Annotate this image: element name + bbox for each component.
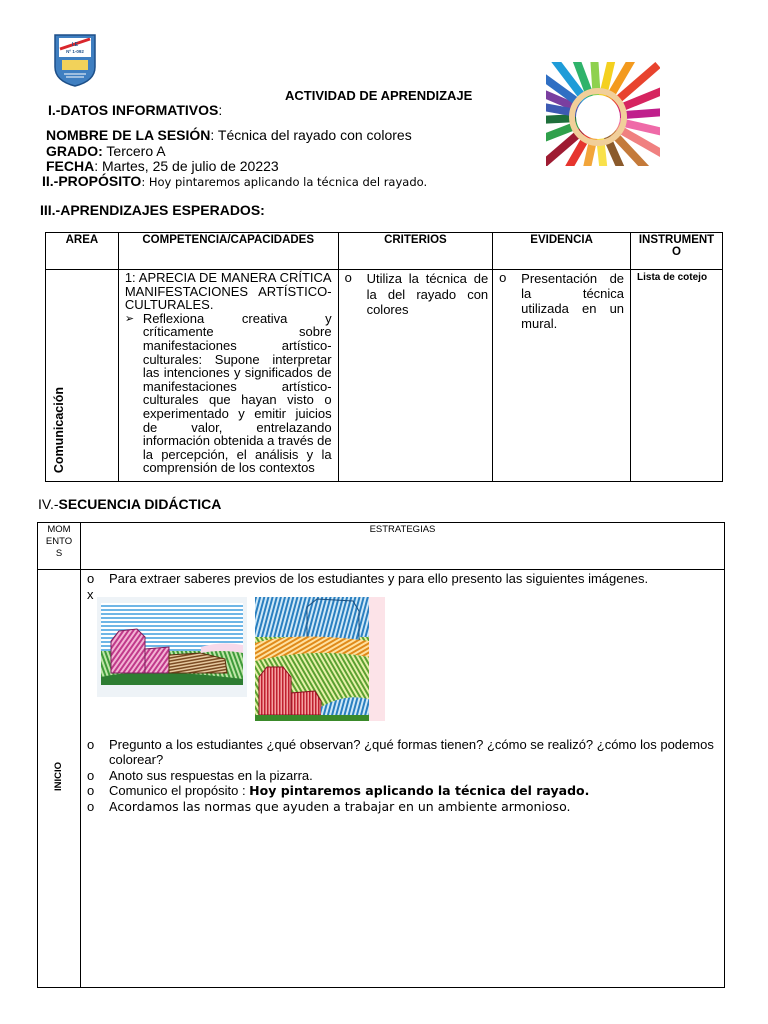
table-header-row <box>46 233 723 270</box>
colored-pencils-image <box>546 62 660 166</box>
strategy-purpose-bold: Hoy pintaremos aplicando la técnica del rayado. <box>249 783 590 798</box>
table-row <box>38 570 725 988</box>
moment-label: INICIO <box>53 762 65 792</box>
capacity-text: Reflexiona creativa y críticamente sobre manifestaciones artístico-culturales: Supone interpretar las intenciones y significados de manifestaciones artístico-culturales que hayan visto o experimentado y emitir juicios de valor, entrelazando información obtenida a través de la percepción, el análisis y la comprensión de los contextos <box>142 310 332 476</box>
list-item <box>81 768 720 784</box>
date-label: FECHA <box>46 158 95 174</box>
logo-line2: Nº 1-092 <box>66 49 84 54</box>
criteria-bullet: o <box>344 270 352 285</box>
striped-drawing-image-2 <box>255 597 385 721</box>
evidence-bullet: o <box>499 270 507 285</box>
list-item <box>81 571 720 587</box>
purpose-value: : Hoy pintaremos aplicando la técnica del rayado. <box>141 175 428 189</box>
arrow-bullet-icon: ➢ <box>124 312 135 325</box>
strategy-item-2: Pregunto a los estudiantes ¿qué observan? ¿qué formas tienen? ¿cómo se realizó? ¿cómo los podemos colorear? <box>108 736 714 767</box>
list-item <box>81 737 720 768</box>
purpose-row <box>42 173 427 189</box>
list-item <box>81 783 720 799</box>
date-row <box>46 158 279 174</box>
capacity-item <box>125 312 332 475</box>
strategy-item-4: Comunico el propósito : <box>108 783 250 798</box>
moment-cell <box>38 570 81 988</box>
section4-label: SECUENCIA DIDÁCTICA <box>58 496 222 512</box>
didactic-sequence-table <box>37 522 725 988</box>
section4-heading <box>38 496 221 512</box>
competence-title: 1: APRECIA DE MANERA CRÍTICA MANIFESTACIONES ARTÍSTICO-CULTURALES. <box>124 270 332 313</box>
session-value: : Técnica del rayado con colores <box>210 127 412 143</box>
area-label: Comunicación <box>52 386 66 473</box>
evidence-text: Presentación de la técnica utilizada en un mural. <box>521 271 625 331</box>
grade-value: Tercero A <box>102 143 166 159</box>
list-bullet: o <box>86 767 95 783</box>
header-evidence: EVIDENCIA <box>493 233 631 270</box>
strategy-item-1: Para extraer saberes previos de los estudiantes y para ello presento las siguientes imágenes. <box>108 571 649 586</box>
header-instrument: INSTRUMENT O <box>631 233 723 270</box>
purpose-label: II.-PROPÓSITO <box>42 173 142 189</box>
instrument-cell <box>631 270 723 482</box>
header-area: AREA <box>46 233 119 270</box>
list-bullet: o <box>86 798 95 814</box>
expected-learning-table <box>45 232 723 482</box>
list-bullet: o <box>86 736 95 752</box>
school-logo <box>52 33 98 87</box>
logo-line1: I.E <box>71 42 79 48</box>
criteria-cell <box>338 270 493 482</box>
table-header-row <box>38 523 725 570</box>
list-bullet: o <box>86 571 95 586</box>
criteria-text: Utiliza la técnica de la del rayado con colores <box>366 271 489 317</box>
date-value: : Martes, 25 de julio de 20223 <box>94 158 279 174</box>
list-item <box>81 799 720 815</box>
area-cell <box>46 270 119 482</box>
competence-cell <box>118 270 338 482</box>
list-bullet: o <box>86 783 95 798</box>
evidence-cell <box>493 270 631 482</box>
header-criteria: CRITERIOS <box>338 233 493 270</box>
striped-drawing-image-1 <box>97 597 247 697</box>
grade-row <box>46 143 166 159</box>
stray-mark: x <box>86 586 94 602</box>
header-moments: MOM ENTO S <box>38 523 81 570</box>
header-strategies: ESTRATEGIAS <box>80 523 724 570</box>
strategies-cell <box>80 570 724 988</box>
instrument-text: Lista de cotejo <box>637 272 708 283</box>
section1-heading <box>48 102 222 118</box>
strategy-item-5: Acordamos las normas que ayuden a trabajar en un ambiente armonioso. <box>108 798 571 814</box>
section3-heading: III.-APRENDIZAJES ESPERADOS: <box>40 202 265 218</box>
session-row <box>46 127 412 143</box>
strategy-item-3: Anoto sus respuestas en la pizarra. <box>108 767 313 783</box>
table-row <box>46 270 723 482</box>
images-area <box>81 587 720 715</box>
session-label: NOMBRE DE LA SESIÓN <box>46 127 211 143</box>
grade-label: GRADO: <box>46 143 103 159</box>
section1-suffix: : <box>218 102 223 118</box>
section1-label: I.-DATOS INFORMATIVOS <box>48 102 219 118</box>
section4-prefix: IV.- <box>38 496 59 512</box>
document-title: ACTIVIDAD DE APRENDIZAJE <box>285 88 473 103</box>
header-competence: COMPETENCIA/CAPACIDADES <box>118 233 338 270</box>
